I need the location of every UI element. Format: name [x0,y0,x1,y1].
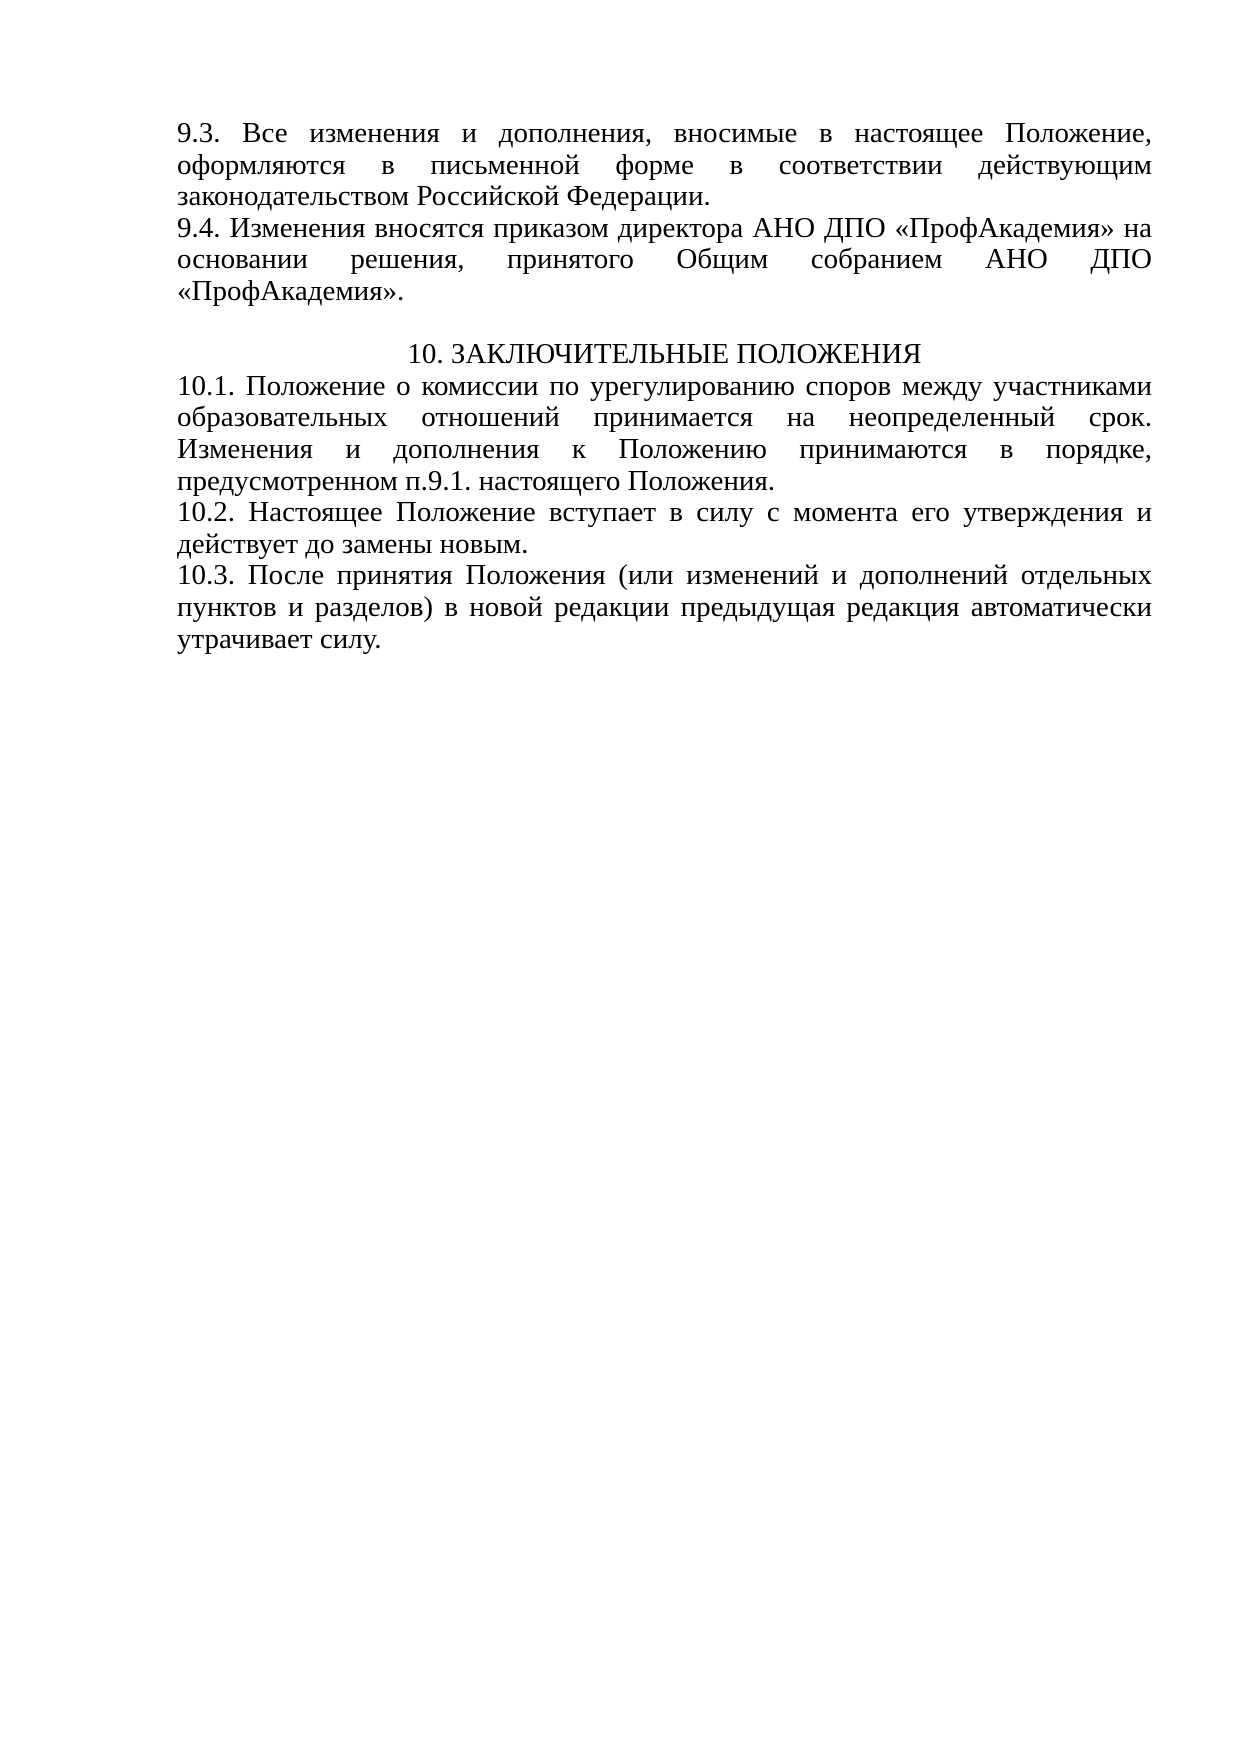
paragraph-9-4: 9.4. Изменения вносятся приказом директора АНО ДПО «ПрофАкадемия» на основании решения, принятого Общим собранием АНО ДПО «ПрофАкадемия». [177,211,1152,307]
paragraph-10-1: 10.1. Положение о комиссии по урегулированию споров между участниками образовательных отношений принимается на неопределенный срок. Изменения и дополнения к Положению принимаются в порядке, предусмотренном п.9.1. настоящего Положения. [177,369,1152,497]
paragraph-9-3: 9.3. Все изменения и дополнения, вносимые в настоящее Положение, оформляются в письменной форме в соответствии действующим законодательством Российской Федерации. [177,117,1152,213]
paragraph-10-2: 10.2. Настоящее Положение вступает в силу с момента его утверждения и действует до замены новым. [177,496,1152,560]
section-10-heading: 10. ЗАКЛЮЧИТЕЛЬНЫЕ ПОЛОЖЕНИЯ [407,338,922,371]
paragraph-10-3: 10.3. После принятия Положения (или изменений и дополнений отдельных пунктов и разделов) в новой редакции предыдущая редакция автоматически утрачивает силу. [177,559,1152,655]
